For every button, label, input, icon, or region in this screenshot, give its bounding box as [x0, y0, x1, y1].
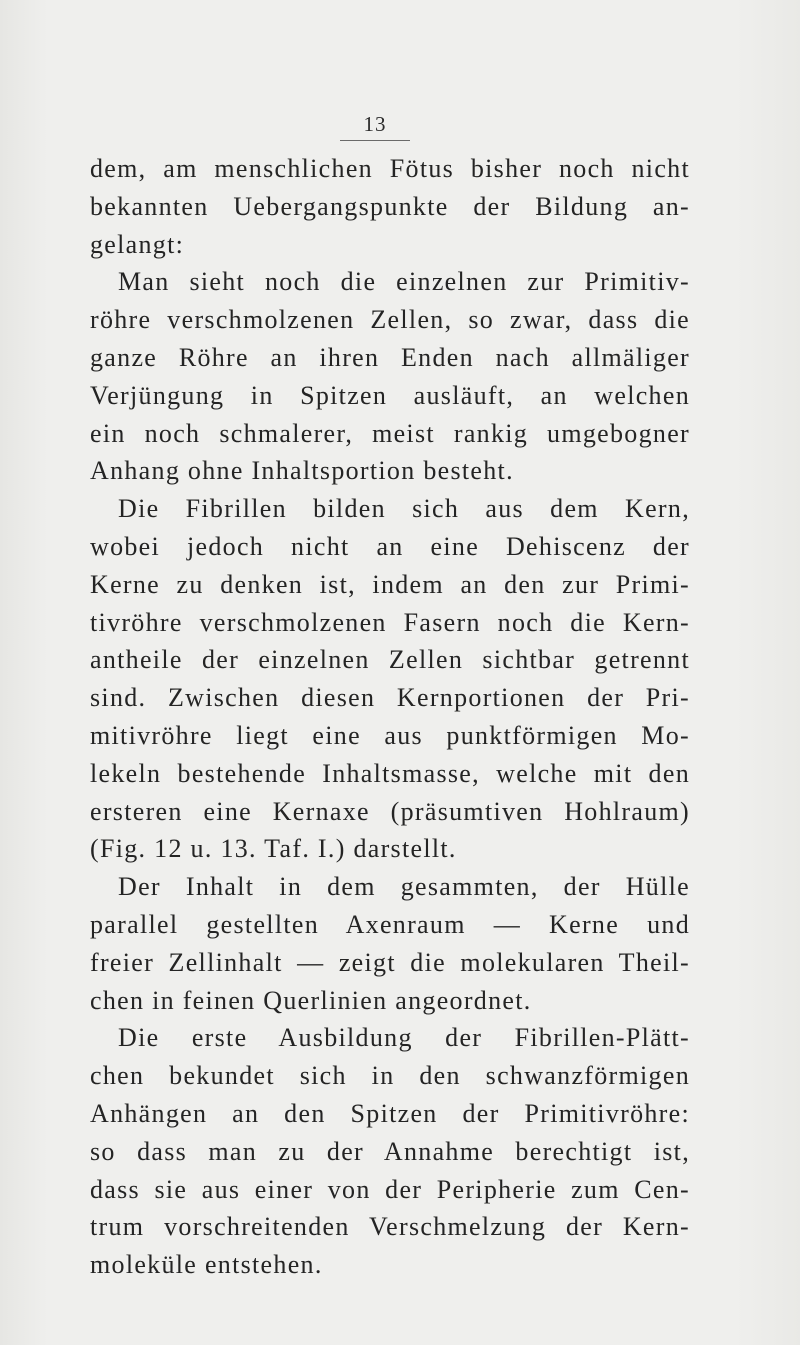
text-line: freier Zellinhalt — zeigt die molekularen Theil-	[90, 947, 690, 977]
page-number: 13	[363, 112, 387, 136]
text-line: mitivröhre liegt eine aus punktförmigen Mo-	[90, 720, 690, 750]
text-line: sind. Zwischen diesen Kernportionen der Pri-	[90, 683, 690, 713]
text-line: röhre verschmolzenen Zellen, so zwar, dass die	[90, 305, 690, 335]
text-line: ganze Röhre an ihren Enden nach allmäliger	[90, 342, 690, 372]
text-line: moleküle entstehen.	[90, 1250, 323, 1280]
text-line: so dass man zu der Annahme berechtigt ist,	[90, 1136, 690, 1166]
text-line: Kerne zu denken ist, indem an den zur Primi-	[90, 569, 690, 599]
text-line: bekannten Uebergangspunkte der Bildung an-	[90, 191, 690, 221]
text-line: antheile der einzelnen Zellen sichtbar getrennt	[90, 645, 690, 675]
text-line: gelangt:	[90, 229, 185, 259]
text-line: Anhängen an den Spitzen der Primitivröhre:	[90, 1098, 690, 1128]
text-line: Verjüngung in Spitzen ausläuft, an welchen	[90, 380, 690, 410]
text-line: lekeln bestehende Inhaltsmasse, welche mit den	[90, 758, 690, 788]
text-line: tivröhre verschmolzenen Fasern noch die Kern-	[90, 607, 690, 637]
text-line: dass sie aus einer von der Peripherie zum Cen-	[90, 1174, 690, 1204]
text-line: Anhang ohne Inhaltsportion besteht.	[90, 456, 514, 486]
text-line: wobei jedoch nicht an eine Dehiscenz der	[90, 531, 690, 561]
text-line: chen in feinen Querlinien angeordnet.	[90, 985, 532, 1015]
body-text	[90, 150, 690, 1284]
page-number-rule	[340, 140, 410, 141]
text-line: Die Fibrillen bilden sich aus dem Kern,	[118, 494, 690, 524]
text-line: parallel gestellten Axenraum — Kerne und	[90, 909, 690, 939]
text-line: ersteren eine Kernaxe (präsumtiven Hohlraum)	[90, 796, 690, 826]
text-line: chen bekundet sich in den schwanzförmigen	[90, 1061, 690, 1091]
text-line: Der Inhalt in dem gesammten, der Hülle	[118, 872, 690, 902]
text-line: dem, am menschlichen Fötus bisher noch nicht	[90, 154, 690, 183]
text-line: (Fig. 12 u. 13. Taf. I.) darstellt.	[90, 834, 457, 864]
text-line: Man sieht noch die einzelnen zur Primitiv-	[118, 267, 690, 297]
text-line: Die erste Ausbildung der Fibrillen-Plätt-	[118, 1023, 690, 1053]
text-line: trum vorschreitenden Verschmelzung der Kern-	[90, 1212, 690, 1242]
text-line: ein noch schmalerer, meist rankig umgebogner	[90, 418, 690, 448]
